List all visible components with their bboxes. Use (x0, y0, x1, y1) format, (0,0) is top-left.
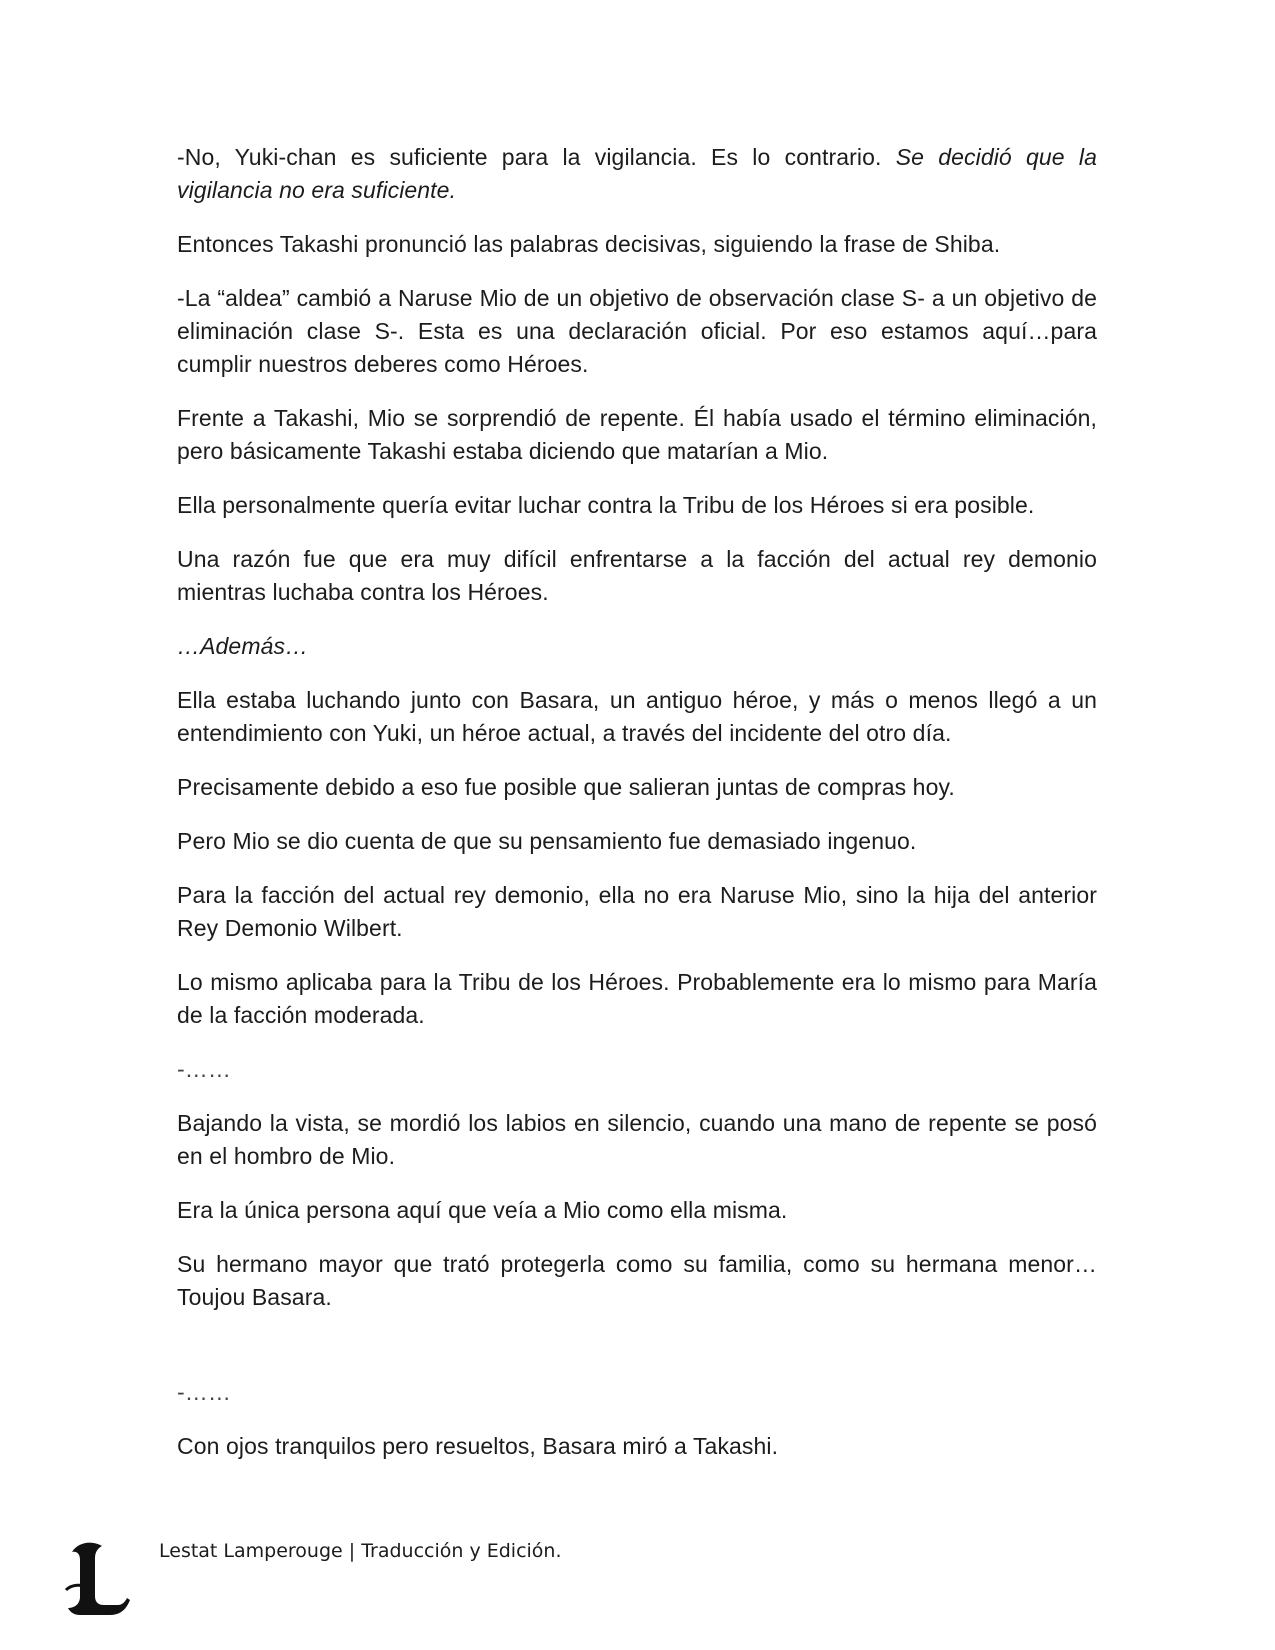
paragraph-11: Para la facción del actual rey demonio, ella no era Naruse Mio, sino la hija del anterior Rey Demonio Wilbert. (177, 882, 1097, 941)
paragraph-13: -…… (177, 1056, 231, 1082)
paragraph-15: Era la única persona aquí que veía a Mio como ella misma. (177, 1197, 788, 1223)
paragraph-14: Bajando la vista, se mordió los labios en silencio, cuando una mano de repente se posó en el hombro de Mio. (177, 1110, 1097, 1169)
paragraph-4: Frente a Takashi, Mio se sorprendió de repente. Él había usado el término eliminación, pero básicamente Takashi estaba diciendo que matarían a Mio. (177, 405, 1097, 464)
footer-credit: Lestat Lamperouge | Traducción y Edición. (159, 1540, 562, 1562)
paragraph-9: Precisamente debido a eso fue posible que salieran juntas de compras hoy. (177, 774, 955, 800)
document-body (177, 141, 1097, 1484)
paragraph-1-italic: Se decidió que la vigilancia no era suficiente. (177, 144, 1097, 203)
paragraph-1 (177, 141, 1097, 207)
paragraph-7 (177, 630, 1097, 663)
page-footer (62, 1538, 762, 1628)
paragraph-1-text: -No, Yuki-chan es suficiente para la vigilancia. Es lo contrario. (177, 144, 896, 170)
paragraph-3: -La “aldea” cambió a Naruse Mio de un objetivo de observación clase S- a un objetivo de eliminación clase S-. Esta es una declaración oficial. Por eso estamos aquí…para cumplir nuestros deberes como Héroes. (177, 285, 1097, 377)
paragraph-2: Entonces Takashi pronunció las palabras decisivas, siguiendo la frase de Shiba. (177, 231, 1001, 257)
paragraph-5: Ella personalmente quería evitar luchar contra la Tribu de los Héroes si era posible. (177, 492, 1035, 518)
paragraph-8: Ella estaba luchando junto con Basara, un antiguo héroe, y más o menos llegó a un entendimiento con Yuki, un héroe actual, a través del incidente del otro día. (177, 687, 1097, 746)
paragraph-12: Lo mismo aplicaba para la Tribu de los Héroes. Probablemente era lo mismo para María de la facción moderada. (177, 969, 1097, 1028)
paragraph-6: Una razón fue que era muy difícil enfrentarse a la facción del actual rey demonio mientras luchaba contra los Héroes. (177, 546, 1097, 605)
paragraph-10: Pero Mio se dio cuenta de que su pensamiento fue demasiado ingenuo. (177, 828, 917, 854)
paragraph-17: -…… (177, 1379, 231, 1405)
gothic-letter-l-icon (62, 1538, 132, 1618)
paragraph-18: Con ojos tranquilos pero resueltos, Basara miró a Takashi. (177, 1433, 779, 1459)
paragraph-16: Su hermano mayor que trató protegerla como su familia, como su hermana menor…Toujou Basara. (177, 1251, 1097, 1310)
paragraph-7-italic: …Además… (177, 633, 309, 659)
